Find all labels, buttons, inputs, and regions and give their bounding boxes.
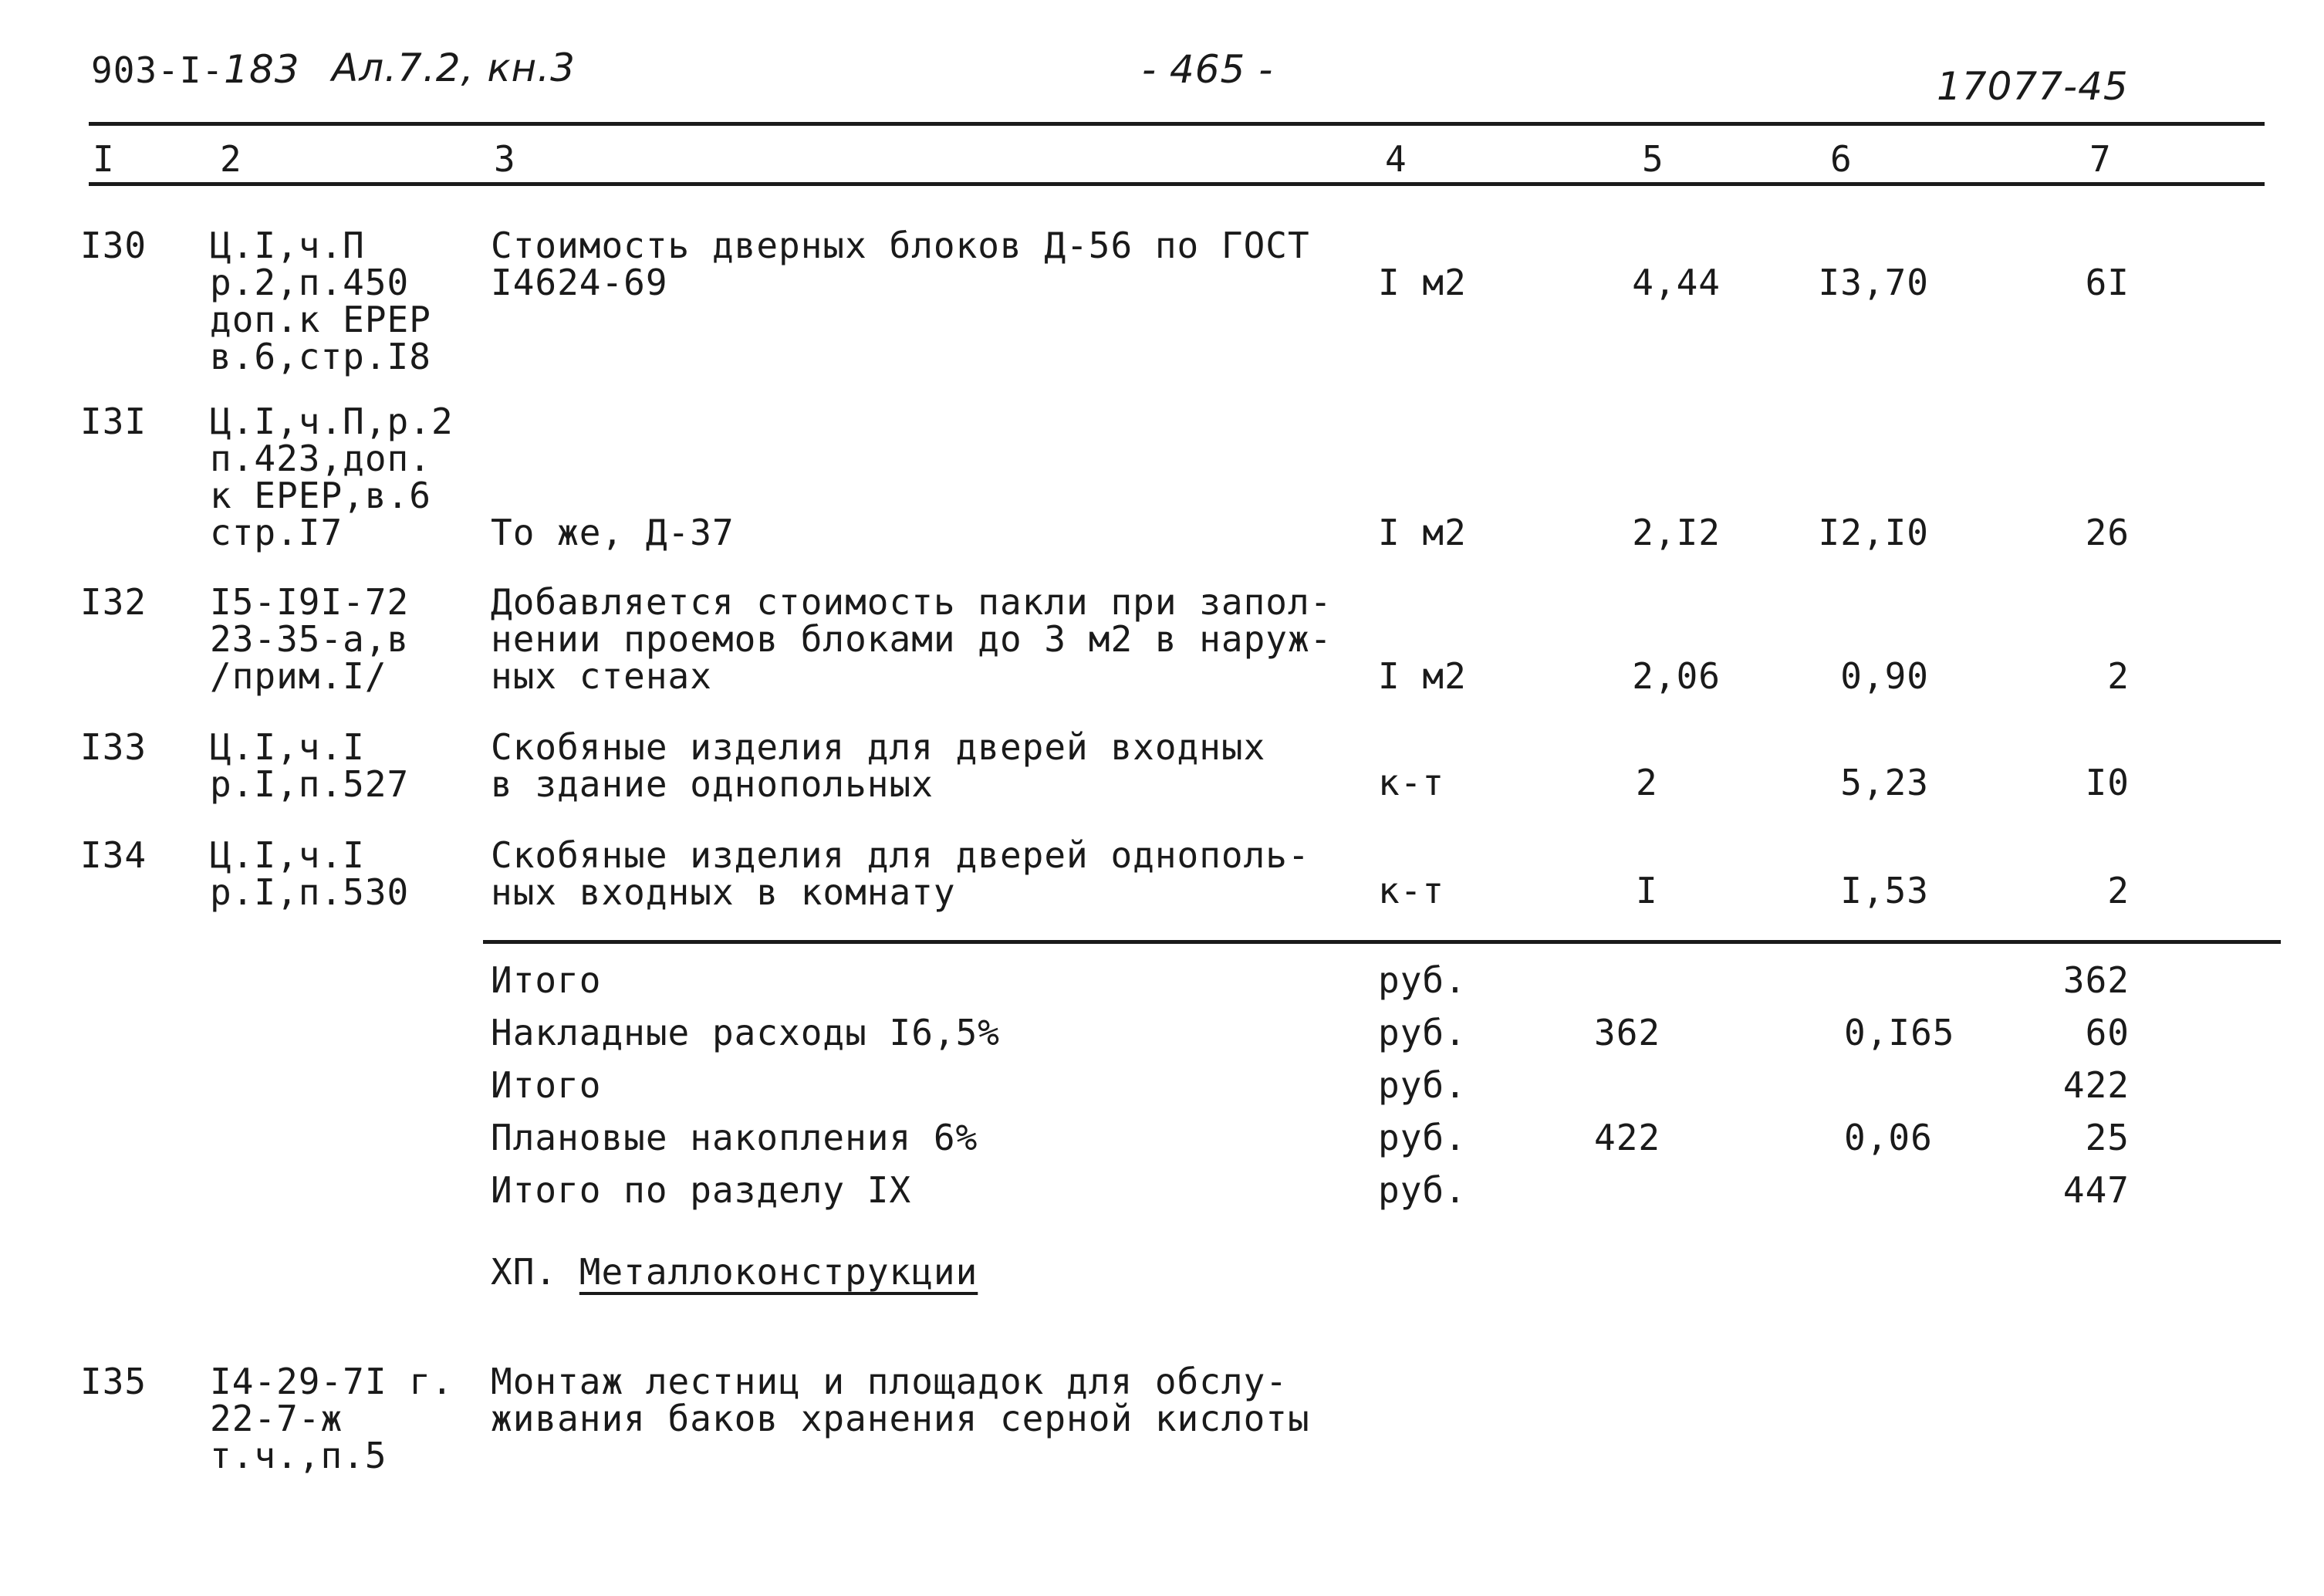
row-unit: к-т — [1378, 870, 1445, 911]
header-bottom-rule — [89, 182, 2265, 186]
row-quantity: 2,I2 — [1632, 512, 1721, 553]
summary-total: 362 — [2062, 959, 2130, 1001]
section-title: Металлоконструкции — [579, 1251, 978, 1293]
row-number: I33 — [80, 726, 147, 768]
doc-code-handwritten: 183 — [224, 47, 300, 92]
summary-total: 25 — [2085, 1117, 2130, 1158]
row-quantity: 2,06 — [1632, 655, 1721, 697]
section-heading — [491, 1251, 978, 1293]
row-total: 26 — [2085, 512, 2130, 553]
row-unit-price: 0,90 — [1840, 655, 1929, 697]
row-unit: I м2 — [1378, 262, 1467, 303]
row-unit-price: I3,70 — [1818, 262, 1929, 303]
header-top-rule — [89, 122, 2265, 126]
col-header-6: 6 — [1830, 138, 1853, 180]
doc-code — [91, 47, 300, 92]
summary-label: Итого — [491, 1064, 602, 1106]
summary-total: 447 — [2062, 1169, 2130, 1211]
col-header-3: 3 — [494, 138, 516, 180]
row-reference: I5-I9I-72 23-35-а,в /прим.I/ — [210, 581, 410, 697]
row-reference: Ц.I,ч.I р.I,п.527 — [210, 726, 410, 805]
summary-unit: руб. — [1378, 1012, 1467, 1053]
row-unit: I м2 — [1378, 655, 1467, 697]
row-total: I0 — [2085, 762, 2130, 803]
row-unit-price: 5,23 — [1840, 762, 1929, 803]
row-reference: Ц.I,ч.П р.2,п.450 доп.к ЕРЕР в.6,стр.I8 — [210, 225, 431, 377]
row-quantity: 2 — [1636, 762, 1658, 803]
row-number: I30 — [80, 225, 147, 266]
row-unit-price: I2,I0 — [1818, 512, 1929, 553]
col-header-2: 2 — [220, 138, 242, 180]
summary-label: Итого по разделу IX — [491, 1169, 912, 1211]
summary-rule — [483, 940, 2281, 944]
row-description: Монтаж лестниц и площадок для обслу- живания баков хранения серной кислоты — [491, 1361, 1310, 1439]
row-reference: I4-29-7I г. 22-7-ж т.ч.,п.5 — [210, 1361, 454, 1476]
album-reference: Ал.7.2, кн.3 — [332, 46, 576, 90]
row-unit: I м2 — [1378, 512, 1467, 553]
summary-unit: руб. — [1378, 1117, 1467, 1158]
col-header-7: 7 — [2089, 138, 2112, 180]
row-total: 6I — [2085, 262, 2130, 303]
row-total: 2 — [2107, 655, 2130, 697]
summary-label: Итого — [491, 959, 602, 1001]
section-number: ХП. — [491, 1251, 558, 1293]
summary-rate: 0,06 — [1844, 1117, 1933, 1158]
row-number: I35 — [80, 1361, 147, 1402]
doc-code-printed: 903-I- — [91, 49, 225, 91]
page-number: - 465 - — [1142, 47, 1274, 92]
row-quantity: 4,44 — [1632, 262, 1721, 303]
row-reference: Ц.I,ч.П,р.2 п.423,доп. к ЕРЕР,в.6 стр.I7 — [210, 401, 454, 553]
row-unit-price: I,53 — [1840, 870, 1929, 911]
col-header-5: 5 — [1642, 138, 1664, 180]
summary-label: Накладные расходы I6,5% — [491, 1012, 1000, 1053]
row-reference: Ц.I,ч.I р.I,п.530 — [210, 834, 410, 913]
row-total: 2 — [2107, 870, 2130, 911]
summary-total: 422 — [2062, 1064, 2130, 1106]
row-number: I34 — [80, 834, 147, 876]
summary-label: Плановые накопления 6% — [491, 1117, 978, 1158]
summary-unit: руб. — [1378, 1064, 1467, 1106]
row-description: Скобяные изделия для дверей входных в здание однопольных — [491, 726, 1266, 805]
row-description: Стоимость дверных блоков Д-56 по ГОСТ I4624-69 — [491, 225, 1310, 303]
row-description: Добавляется стоимость пакли при запол- нении проемов блоками до 3 м2 в наруж- ных стенах — [491, 581, 1333, 697]
row-number: I3I — [80, 401, 147, 442]
summary-base: 422 — [1594, 1117, 1661, 1158]
row-description: То же, Д-37 — [491, 512, 735, 553]
row-unit: к-т — [1378, 762, 1445, 803]
col-header-4: 4 — [1385, 138, 1407, 180]
summary-unit: руб. — [1378, 959, 1467, 1001]
archive-number: 17077-45 — [1937, 64, 2129, 109]
row-number: I32 — [80, 581, 147, 623]
summary-total: 60 — [2085, 1012, 2130, 1053]
summary-base: 362 — [1594, 1012, 1661, 1053]
col-header-1: I — [93, 138, 115, 180]
summary-unit: руб. — [1378, 1169, 1467, 1211]
row-quantity: I — [1636, 870, 1658, 911]
summary-rate: 0,I65 — [1844, 1012, 1955, 1053]
row-description: Скобяные изделия для дверей однополь- ных входных в комнату — [491, 834, 1310, 913]
